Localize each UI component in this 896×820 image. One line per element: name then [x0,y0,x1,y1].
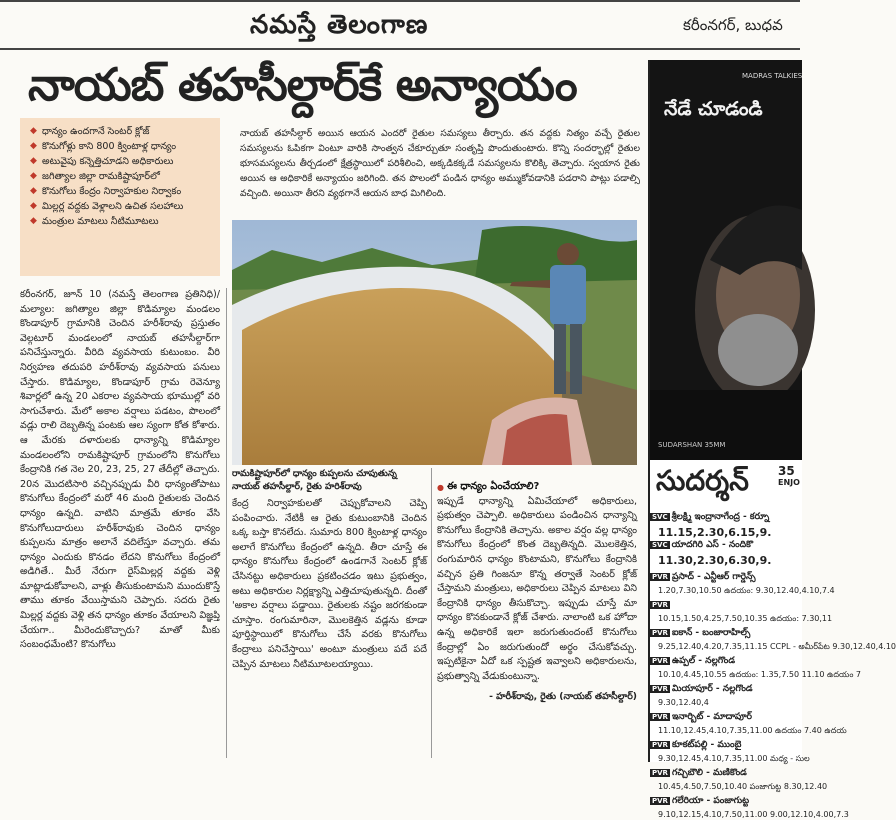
masthead-rule-bottom [0,48,800,50]
ad-banner-number: 35 [778,464,795,478]
theater-row [650,684,802,698]
masthead-rule-top [0,0,800,2]
theater-name: గచ్చిబౌలి - మణికొండ [671,768,747,778]
ad-banner-sub: ENJO [778,478,800,487]
theater-row [650,768,802,782]
theater-name: మియాపూర్ - నల్లగొండ [671,684,753,694]
article-column-2 [232,497,427,672]
movie-poster [650,60,802,460]
highlight-item: ◆ మిల్లర్ల వద్దకు వెళ్లాలని ఉచిత సలహాలు [30,199,216,214]
theater-row [650,512,802,526]
highlight-item: ◆ కొనుగోలు కేంద్రం నిర్వాహకుల నిర్వాకం [30,184,216,199]
theater-name: గలేరియా - పంజాగుట్ట [671,796,750,806]
showtimes: 10.45,4.50,7.50,10.40 పంజాగుట్ట 8.30,12.40 [658,782,828,791]
photo-caption [232,468,427,494]
intro-paragraph [240,126,640,201]
theater-row [650,656,802,670]
column-1-text: కరీంనగర్, జూన్ 10 (నమస్తే తెలంగాణ ప్రతినిధి)/మల్యాల: జగిత్యాల జిల్లా కొడిమ్యాల మండలం కొండాపూర్ గ్రామానికి చెందిన హరీశ్‌రావు ప్రస్తుతం వెల్గటూర్ మండలంలో నాయబ్ తహసీల్దార్‌గా పనిచేస్తున్నారు. వీరిది వ్యవసాయ కుటుంబం. వీరి నిర్వహణ తదుపరి హరీశ్‌రావు వ్యవసాయ పనులు చేస్తారు. కొడిమ్యాల, కొండాపూర్ గ్రామ రెవెన్యూ శివార్లలో ఉన్న 20 ఎకరాల వ్యవసాయ భూముల్లో వరి సాగుచేశారు. మేలో అకాల వర్షాలు పడటం, పొలంలో వడ్లు రాలి దెబ్బతిన్న పంటకు ఆల స్యంగా కోత కోశారు. ఆ మేరకు దళారులకు ధాన్యాన్ని కొడిమ్యాల మండలంలోని రామకిష్టాపూర్ గ్రామంలోని కొనుగోలు కేంద్రానికి గత నెల 20, 23, 25, 27 తేదీల్లో తెచ్చారు. 20న మొదటిసారి వచ్చినప్పుడు వీరి ధాన్యంతోపాటు కొనుగోలు కేంద్రంలో మరో 46 మంది రైతులకు చెందిన ధాన్యం ఉన్నది. వాటిని మాత్రమే తూకం వేసి కొనుగోలుదారులు హరీశ్‌రావుకు చెందిన ధాన్యం కుప్పలను మాత్రం అలానే వదిలేస్తూ వచ్చారు. తమ ధాన్యం ఎందుకు కొనడం లేదని కొనుగోలు కేంద్రంలో అడిగితే.. మీరే నేరుగా రైస్‌మిల్లర్ల వద్దకు వెళ్లి మాట్లాడుకోవాలని, వాళ్లు తీసుకుంటామని ముందుకొస్తే తాము తూకం వేయిస్తామని చెప్పారు. సదరు రైతు మిల్లర్ల వద్దకు వెళ్లి తన ధాన్యం తూకం వేయాలని విజ్ఞప్తి చేయగా.. మీరెందుకొచ్చారు? మాతో మీకు సంబంధమేంటి? కొనుగోలు [20,289,220,651]
column-divider [226,288,227,758]
highlight-item: ◆ జగిత్యాల జిల్లా రామకిష్టాపూర్‌లో [30,169,216,184]
quote-credit: - హరీశ్‌రావు, రైతు (నాయబ్ తహసీల్దార్) [489,691,637,703]
theater-tag: PVR [652,657,668,665]
article-column-3 [437,480,637,705]
showtimes: 9.25,12.40,4.20,7.35,11.15 CCPL - అమీర్‌పేట 9.30,12.40,4.10 [658,642,896,651]
showtimes: 10.15,1.50,4.25,7.50,10.35 ఉదయం: 7.30,11 [658,614,833,623]
theater-tag: PVR [652,797,668,805]
highlight-item: ◆ మంత్రుల మాటలు నీటిమూటలు [30,214,216,229]
theater-name: ఇనార్బిట్ - మాదాపూర్ [671,712,752,722]
theater-name: శ్రీలక్ష్మి ఇంద్రానాగేంద్ర - కర్నూ [671,512,770,522]
theater-tag: PVR [652,769,668,777]
theater-tag: PVR [652,713,668,721]
masthead-place: కరీంనగర్, బుధవ [683,16,783,34]
article-photo [232,220,637,465]
showtimes: 1.20,7.30,10.50 ఉదయం: 9.30,12.40,4.10,7.4 [658,586,835,595]
theater-tag: PVR [652,741,668,749]
theater-row [650,572,802,586]
column-3-text: ఇప్పుడే ధాన్యాన్ని ఏమిచేయాలో అధికారులు, ప్రభుత్వం చెప్పాలి. అధికారులు పండించిన ధాన్యాన్ని కొనుగోలు కేంద్రానికి తెచ్చాను. అకాల వర్షం వల్ల ధాన్యం కొనుగోలు కేంద్రంలో కొంత దెబ్బతిన్నది. మొలకెత్తిన, రంగుమారిన ధాన్యం కొంటామని, కొనుగోలు కేంద్రానికి వచ్చిన ప్రతి గింజనూ కొన్న తర్వాతే సెంటర్ క్లోజ్ చేస్తామని మంత్రులు, అధికారులు చెప్పిన మాటలు విని కేంద్రానికి ధాన్యం తీసుకొచ్చా. ఇప్పుడు చూస్తే మా ధాన్యం కొనకుండానే క్లోజ్ చేశారు. నాలాంటి ఒక హోదా ఉన్న అధికారికే ఇలా జరుగుతుందంటే కొనుగోలు కేంద్రాల్లో ఏం జరుగుతుందో అర్థం చేసుకోవచ్చు. ఇప్పటికైనా ఏదో ఒక స్పష్టత ఇవ్వాలని అధికారులను, ప్రభుత్వాన్ని వేడుకుంటున్నా. [437,495,637,682]
showtimes: 9.10,12.15,4.10,7.50,11.00 9.00,12.10,4.00,7.3 [658,810,849,819]
theater-tag: SVC [652,541,668,549]
article-column-1 [20,288,220,653]
theater-row [650,796,802,810]
showtimes: 9.30,12.45,4.10,7.35,11.00 మధ్య - సుల [658,754,810,763]
theater-tag: PVR [652,685,668,693]
theater-tag: SVC [652,513,668,521]
movie-advertisement [648,60,896,819]
showtimes: 11.30,2.30,6.30,9. [658,554,772,567]
column-2-text: కేంద్ర నిర్వాహకులతో చెప్పుకోవాలని చెప్పి పంపించారు. నేటికీ ఆ రైతు కుటుంబానికి చెందిన ఒక్క బస్తా కొనలేదు. సుమారు 800 క్వింటాళ్ల ధాన్యం అలాగే కొనుగోలు కేంద్రంలో ఉన్నది. తీరా చూస్తే ఈ ధాన్యం కొనుగోలు కేంద్రంలో ఉండగానే సెంటర్ క్లోజ్ చేసినట్టు అధికారులు ప్రకటించడం ఇటు ప్రభుత్వం, అటు అధికారుల నిర్లక్ష్యాన్ని ఎత్తిచూపుతున్నది. దీంతో 'అకాల వర్షాలు పడ్డాయి. రైతులకు నష్టం జరగకుండా చూస్తాం. రంగుమారినా, మొలకెత్తిన వడ్లను కూడా పూర్తిస్థాయిలో కొనుగోలు చేసే వరకు కొనుగోలు కేంద్రాలు పనిచేస్తాయి' అంటూ మంత్రులు పదే పదే చెప్పిన మాటలు నీటిమూటలయ్యాయి. [232,498,427,670]
masthead-title: నమస్తే తెలంగాణ [250,10,429,40]
theater-row [650,600,802,614]
theater-name: ఐకాన్ - బంజారాహిల్స్ [671,628,751,638]
theater-name: యాదగిరి ఎస్ - నందికొ [671,540,754,550]
highlights-box [20,118,220,276]
theater-name: ప్రసాద్ - ఎన్టీఆర్ గార్డెన్స్ [671,572,756,582]
highlight-item: ◆ ధాన్యం ఉందగానే సెంటర్ క్లోజ్ [30,124,216,139]
showtimes: 10.10,4.45,10.55 ఉదయం: 1.35,7.50 11.10 ఉదయం 7 [658,670,862,679]
ad-tagline: నేడే చూడండి [664,98,763,120]
theater-tag: PVR [652,629,668,637]
theater-row [650,712,802,726]
theater-name: కూకట్‌పల్లి - ముంబై [671,740,742,750]
highlight-item: ◆ అటువైపు కన్నెత్తిచూడని అధికారులు [30,154,216,169]
headline: నాయబ్ తహసీల్దార్‌కే అన్యాయం [28,58,577,111]
highlight-item: ◆ కొనుగోళ్లు కాని 800 క్వింటాళ్ల ధాన్యం [30,139,216,154]
theater-tag: PVR [652,573,668,581]
ad-banner-title: సుదర్శన్ [656,464,749,497]
showtimes: 9.30,12.40,4 [658,698,709,707]
column-divider [431,468,432,758]
theater-name: ఉప్పల్ - నల్లగొండ [671,656,735,666]
theater-row [650,628,802,642]
poster-credits: SUDARSHAN 35MM [658,441,726,449]
showtimes: 11.15,2.30,6.15,9. [658,526,772,539]
grain-heap-photo [232,220,637,465]
showtimes: 11.10,12.45,4.10,7.35,11.00 ఉదయం 7.40 ఉదయ [658,726,847,735]
ad-banner [650,462,802,510]
intro-text: నాయబ్ తహసీల్దార్ అయిన ఆయన ఎందరో రైతుల సమస్యలు తీర్చారు. తన వద్దకు నిత్యం వచ్చే రైతుల సమస్యలను ఓపికగా వింటూ వారికి సాంత్వన చేకూర్చుతూ సంతృప్తి పొందుతుంటారు. కొన్ని సందర్భాల్లో రైతుల భూసమస్యలను తీర్చడంలో క్షేత్రస్థాయిలో పరిశీలించి, అక్కడికక్కడే సమస్యలను కొలిక్కి తెచ్చారు. స్వయాన రైతు అయిన ఆ అధికారికే అన్యాయం జరిగింది. తన పొలంలో పండిన ధాన్యం అమ్ముకోవడానికి పడరాని పాట్లు పడాల్సి వచ్చింది. అయినా తీరని వ్యథగానే ఆయన బాధ మిగిలింది. [240,128,640,199]
theater-row [650,540,802,554]
theater-tag: PVR [652,601,668,609]
theater-row [650,740,802,754]
caption-line-1: రామకిష్టాపూర్‌లో ధాన్యం కుప్పలను చూపుతున్న [232,469,397,479]
caption-line-2: నాయబ్ తహసీల్దార్, రైతు హరిశ్‌రావు [232,482,362,492]
studio-logo: MADRAS TALKIES [742,72,803,80]
column-3-heading: ● ఈ ధాన్యం ఏంచేయాలి? [437,480,637,495]
